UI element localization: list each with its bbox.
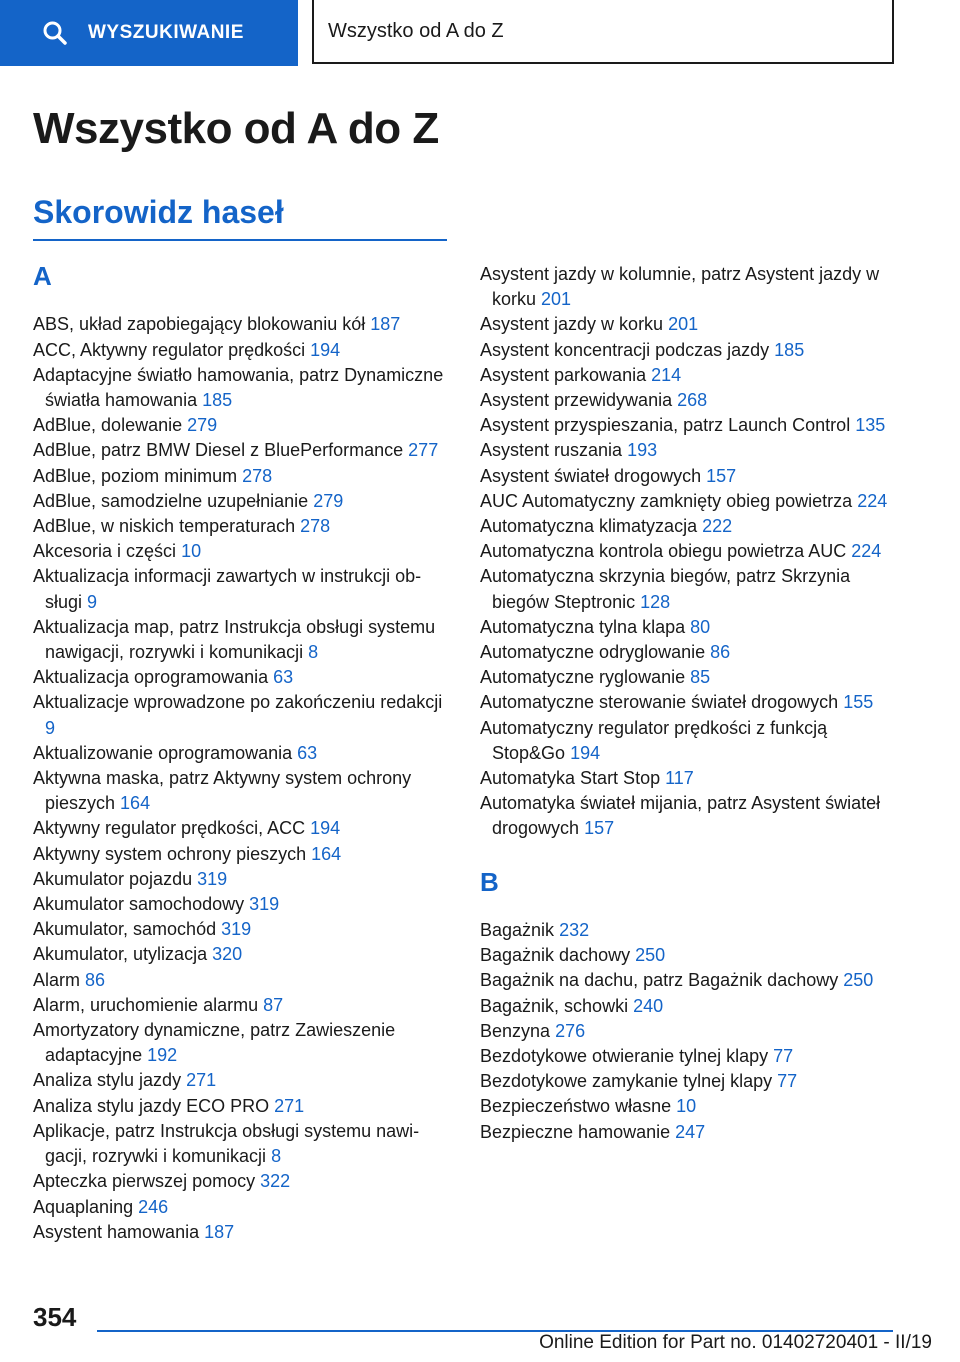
- index-entry-text: Automatyczne ryglowanie: [480, 667, 686, 688]
- page-link[interactable]: 278: [242, 465, 273, 486]
- index-entry-text: Akumulator, utylizacja: [33, 944, 208, 965]
- page-link[interactable]: 319: [249, 894, 280, 915]
- index-entry-text: Aktualizacja informacji zawartych w instrukcji obsługi: [33, 566, 422, 612]
- index-entry-text: Apteczka pierwszej pomocy: [33, 1171, 256, 1192]
- index-entry-text: Automatyczna klimatyzacja: [480, 516, 698, 537]
- index-entry-text: Bagażnik dachowy: [480, 945, 631, 966]
- page-link[interactable]: 185: [774, 339, 805, 360]
- index-entry: [33, 968, 448, 993]
- page-title: Wszystko od A do Z: [33, 104, 439, 153]
- index-entry: [480, 690, 895, 715]
- index-entry-text: Automatyczny regulator prędkości z funkcją Stop&Go: [480, 717, 828, 763]
- index-entry: [33, 615, 448, 665]
- page-link[interactable]: 250: [635, 945, 666, 966]
- index-letter-heading: B: [480, 866, 499, 897]
- index-entry: [33, 1018, 448, 1068]
- index-entry-text: Automatyczna tylna klapa: [480, 616, 686, 637]
- index-column-right: [480, 262, 895, 1145]
- page-link[interactable]: 201: [668, 314, 699, 335]
- page-link[interactable]: 271: [186, 1070, 217, 1091]
- page-link[interactable]: 128: [640, 591, 671, 612]
- page-link[interactable]: 9: [45, 717, 56, 738]
- index-entry-text: Aktualizacje wprowadzone po zakończeniu redakcji: [33, 692, 443, 713]
- index-entry: [33, 917, 448, 942]
- page-link[interactable]: 319: [197, 868, 228, 889]
- index-entry-text: Adaptacyjne światło hamowania, patrz Dynamiczne światła hamowania: [33, 364, 444, 410]
- index-entry: [480, 665, 895, 690]
- index-entry: [33, 338, 448, 363]
- index-entry-text: Bezdotykowe otwieranie tylnej klapy: [480, 1046, 769, 1067]
- index-entry: [33, 1094, 448, 1119]
- index-entry: [33, 867, 448, 892]
- index-entry-text: AdBlue, samodzielne uzupełnianie: [33, 490, 309, 511]
- index-entry: [480, 1044, 895, 1069]
- page-link[interactable]: 85: [690, 667, 711, 688]
- breadcrumb[interactable]: Wszystko od A do Z: [312, 0, 894, 64]
- page-link[interactable]: 192: [147, 1045, 178, 1066]
- page-link[interactable]: 164: [311, 843, 342, 864]
- index-entry: [480, 539, 895, 564]
- index-entry-text: AdBlue, poziom minimum: [33, 465, 238, 486]
- page-link[interactable]: 277: [408, 440, 439, 461]
- page-link[interactable]: 117: [665, 768, 694, 789]
- page-link[interactable]: 222: [702, 516, 733, 537]
- index-entry: [480, 514, 895, 539]
- page-link[interactable]: 322: [260, 1171, 291, 1192]
- index-entry: [33, 993, 448, 1018]
- index-entry: [33, 1220, 448, 1245]
- page-link[interactable]: 271: [274, 1095, 305, 1116]
- search-button[interactable]: [0, 0, 298, 66]
- index-entry: [480, 968, 895, 993]
- index-entry: [480, 388, 895, 413]
- index-entry-text: Asystent parkowania: [480, 364, 647, 385]
- index-entry-text: AdBlue, patrz BMW Diesel z BluePerformance: [33, 440, 404, 461]
- index-entry-text: Automatyczne sterowanie świateł drogowych: [480, 692, 839, 713]
- index-entry: [480, 489, 895, 514]
- index-entry: [480, 1069, 895, 1094]
- page-link[interactable]: 194: [310, 339, 341, 360]
- index-entry: [33, 464, 448, 489]
- index-entry-text: Akcesoria i części: [33, 541, 177, 562]
- index-entry: [480, 943, 895, 968]
- index-entry-text: AUC Automatyczny zamknięty obieg powietrza: [480, 490, 853, 511]
- index-entry-text: Automatyczna skrzynia biegów, patrz Skrzynia biegów Steptronic: [480, 566, 851, 612]
- index-entry-text: Automatyka świateł mijania, patrz Asystent świateł drogowych: [480, 793, 881, 839]
- index-entry: [33, 1169, 448, 1194]
- index-letter-heading: A: [33, 261, 52, 291]
- index-entry-text: Asystent przewidywania: [480, 390, 673, 411]
- index-entry-text: Asystent przyspieszania, patrz Launch Control: [480, 415, 851, 436]
- index-entry-text: Bagażnik, schowki: [480, 995, 629, 1016]
- index-entry-text: Automatyczne odryglowanie: [480, 642, 706, 663]
- page-link[interactable]: 86: [85, 969, 106, 990]
- page-link[interactable]: 278: [300, 516, 331, 537]
- index-entry: [480, 1120, 895, 1145]
- page-link[interactable]: 157: [584, 818, 615, 839]
- page-link[interactable]: 224: [851, 541, 882, 562]
- index-entry-text: Asystent jazdy w korku: [480, 314, 664, 335]
- index-entry: [480, 564, 895, 614]
- page-link[interactable]: 246: [138, 1196, 169, 1217]
- page-link[interactable]: 320: [212, 944, 243, 965]
- index-entry-text: Bezpieczeństwo własne: [480, 1096, 672, 1117]
- page-link[interactable]: 63: [297, 742, 318, 763]
- index-entry-text: Aktualizacja map, patrz Instrukcja obsługi systemu nawigacji, rozrywki i komunikacji: [33, 616, 436, 663]
- index-entry-text: Amortyzatory dynamiczne, patrz Zawieszenie adaptacyjne: [33, 1020, 396, 1066]
- index-entry: [480, 312, 895, 337]
- index-entry-text: Analiza stylu jazdy ECO PRO: [33, 1095, 270, 1116]
- index-entry: [480, 918, 895, 943]
- page-link[interactable]: 135: [855, 415, 886, 436]
- index-entry-text: Benzyna: [480, 1020, 551, 1041]
- page-link[interactable]: 8: [308, 642, 319, 663]
- index-entry: [480, 1094, 895, 1119]
- index-entry: [33, 413, 448, 438]
- page-link[interactable]: 155: [843, 692, 874, 713]
- section-divider: [33, 239, 447, 241]
- index-entry: [480, 363, 895, 388]
- index-entry: [480, 413, 895, 438]
- page-link[interactable]: 87: [263, 994, 284, 1015]
- index-entry: [33, 539, 448, 564]
- page-link[interactable]: 80: [690, 616, 711, 637]
- index-entry: [33, 690, 448, 740]
- index-column-left: [33, 262, 448, 1245]
- index-entry-text: Aktywny system ochrony pieszych: [33, 843, 307, 864]
- page-link[interactable]: 77: [773, 1046, 794, 1067]
- page-link[interactable]: 240: [633, 995, 664, 1016]
- index-entry-text: Aktualizacja oprogramowania: [33, 667, 269, 688]
- index-entry-text: Aktualizowanie oprogramowania: [33, 742, 293, 763]
- index-entry-text: Automatyka Start Stop: [480, 768, 661, 789]
- search-icon: [42, 20, 68, 46]
- index-entry: [480, 464, 895, 489]
- index-entry-text: Alarm, uruchomienie alarmu: [33, 994, 259, 1015]
- edition-note: Online Edition for Part no. 01402720401 - II/19: [539, 1332, 932, 1353]
- page-link[interactable]: 164: [120, 793, 151, 814]
- index-entry: [33, 665, 448, 690]
- index-entry-text: AdBlue, w niskich temperaturach: [33, 516, 296, 537]
- page-link[interactable]: 86: [710, 642, 731, 663]
- index-entry: [480, 766, 895, 791]
- index-entry-text: ABS, układ zapobiegający blokowaniu kół: [33, 314, 366, 335]
- index-entry: [33, 816, 448, 841]
- page-link[interactable]: 250: [843, 970, 874, 991]
- index-entry-text: Aplikacje, patrz Instrukcja obsługi systemu nawigacji, rozrywki i komunikacji: [33, 1120, 420, 1167]
- page-link[interactable]: 10: [676, 1096, 697, 1117]
- index-entry: [33, 942, 448, 967]
- index-entry-text: Alarm: [33, 969, 81, 990]
- page-link[interactable]: 279: [187, 415, 218, 436]
- index-entry: [480, 791, 895, 841]
- index-entry-text: AdBlue, dolewanie: [33, 415, 183, 436]
- index-entry: [480, 994, 895, 1019]
- page-link[interactable]: 268: [677, 390, 708, 411]
- page-link[interactable]: 77: [777, 1071, 798, 1092]
- page-link[interactable]: 63: [273, 667, 294, 688]
- index-entry: [480, 615, 895, 640]
- index-entry: [480, 262, 895, 312]
- page-link[interactable]: 9: [87, 591, 98, 612]
- page-link[interactable]: 276: [555, 1020, 586, 1041]
- page-link[interactable]: 185: [202, 390, 233, 410]
- index-entry-text: Analiza stylu jazdy: [33, 1070, 182, 1091]
- index-entry: [33, 842, 448, 867]
- index-entry-text: Bezpieczne hamowanie: [480, 1121, 671, 1142]
- page-link[interactable]: 187: [204, 1221, 235, 1242]
- index-entry: [480, 438, 895, 463]
- index-entry-text: Bagażnik na dachu, patrz Bagażnik dachowy: [480, 970, 839, 991]
- page-link[interactable]: 157: [706, 465, 737, 486]
- index-entry: [480, 640, 895, 665]
- index-entry: [33, 1119, 448, 1169]
- index-entry-text: Automatyczna kontrola obiegu powietrza AUC: [480, 541, 847, 562]
- page-link[interactable]: 201: [541, 289, 572, 310]
- index-entry-text: Aquaplaning: [33, 1196, 134, 1217]
- search-button-label: WYSZUKIWANIE: [88, 22, 244, 43]
- page-link[interactable]: 279: [313, 490, 344, 511]
- page-link[interactable]: 8: [271, 1146, 282, 1167]
- index-entry-text: Bagażnik: [480, 920, 555, 941]
- index-entry-text: Akumulator pojazdu: [33, 868, 193, 889]
- index-entry-text: Asystent świateł drogowych: [480, 465, 702, 486]
- index-entry-text: Akumulator, samochód: [33, 919, 217, 940]
- index-entry-text: Bezdotykowe zamykanie tylnej klapy: [480, 1071, 773, 1092]
- index-entry: [480, 716, 895, 766]
- index-entry-text: Aktywny regulator prędkości, ACC: [33, 818, 306, 839]
- index-entry: [33, 363, 448, 413]
- page-link[interactable]: 10: [181, 541, 202, 562]
- page-link[interactable]: 319: [221, 919, 252, 940]
- section-title: Skorowidz haseł: [33, 194, 284, 230]
- page-link[interactable]: 194: [310, 818, 341, 839]
- page-link[interactable]: 193: [627, 440, 658, 461]
- page-link[interactable]: 232: [559, 920, 590, 941]
- index-entry: [33, 741, 448, 766]
- page-number: 354: [33, 1302, 77, 1332]
- index-entry-text: Akumulator samochodowy: [33, 894, 245, 915]
- index-entry: [33, 489, 448, 514]
- index-entry: [33, 892, 448, 917]
- index-entry: [33, 1195, 448, 1220]
- page-link[interactable]: 224: [857, 490, 888, 511]
- index-entry: [33, 438, 448, 463]
- index-entry: [33, 514, 448, 539]
- index-entry: [33, 1068, 448, 1093]
- index-entry: [33, 564, 448, 614]
- index-entry: [480, 338, 895, 363]
- top-bar: [0, 0, 960, 66]
- index-entry: [33, 766, 448, 816]
- page-link[interactable]: 214: [651, 364, 682, 385]
- index-entry-text: ACC, Aktywny regulator prędkości: [33, 339, 306, 360]
- index-entry-text: Asystent ruszania: [480, 440, 623, 461]
- index-entry: [480, 1019, 895, 1044]
- page-link[interactable]: 187: [370, 314, 401, 335]
- page-link[interactable]: 247: [675, 1121, 706, 1142]
- page-link[interactable]: 194: [570, 742, 601, 763]
- index-entry-text: Asystent jazdy w kolumnie, patrz Asystent jazdy w korku: [480, 264, 880, 310]
- index-entry-text: Asystent koncentracji podczas jazdy: [480, 339, 770, 360]
- index-entry-text: Asystent hamowania: [33, 1221, 200, 1242]
- index-entry-text: Aktywna maska, patrz Aktywny system ochrony pieszych: [33, 768, 412, 814]
- index-entry: [33, 312, 448, 337]
